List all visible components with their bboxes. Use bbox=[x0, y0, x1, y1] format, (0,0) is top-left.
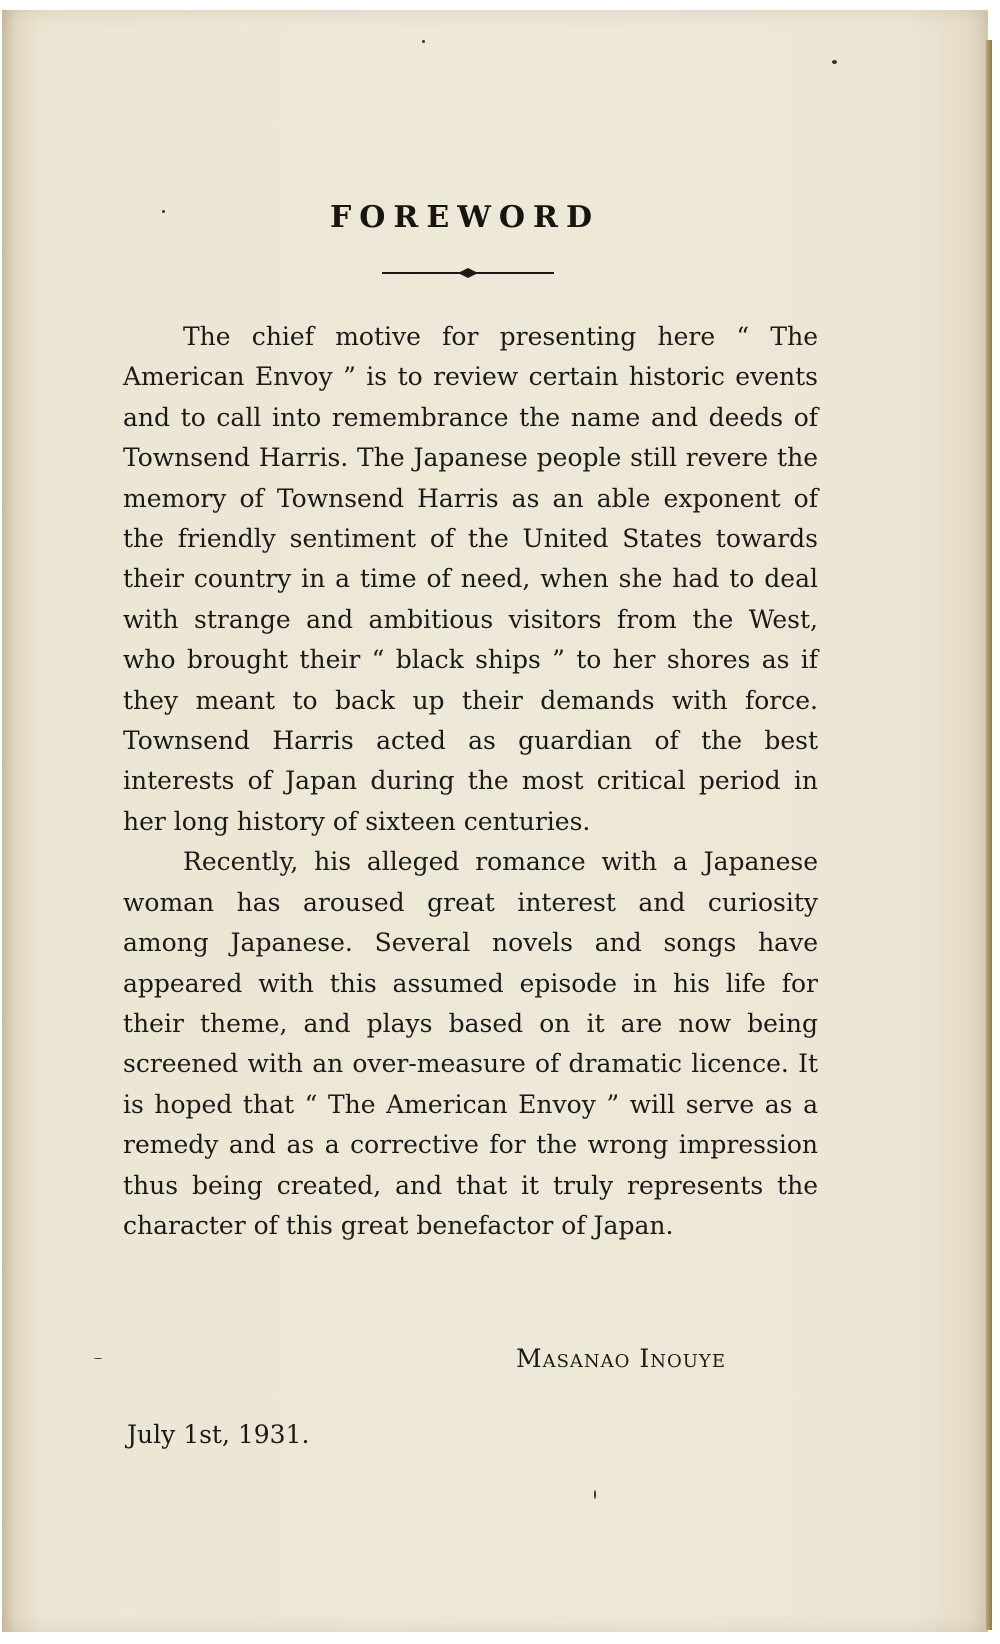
paper-speck bbox=[94, 1358, 102, 1359]
book-page bbox=[2, 10, 988, 1632]
page-title: FOREWORD bbox=[329, 200, 600, 235]
paper-speck bbox=[594, 1490, 596, 1499]
diamond-rule-ornament bbox=[382, 265, 554, 281]
paper-speck bbox=[422, 40, 425, 43]
paper-speck bbox=[832, 60, 837, 64]
paragraph-2: Recently, his alleged romance with a Japanese woman has aroused great interest and curiosity among Japanese. Several novels and songs have appeared with this assumed episode in his life for their theme, and plays based on it are now being screened with an over-measure of dramatic licence. It is hoped that “ The American Envoy ” will serve as a remedy and as a corrective for the wrong impression thus being created, and that it truly represents the character of this great benefactor of Japan. bbox=[123, 847, 818, 1240]
author-signature: Masanao Inouye bbox=[516, 1344, 726, 1373]
paper-speck bbox=[162, 210, 165, 213]
foreword-date: July 1st, 1931. bbox=[127, 1420, 310, 1449]
book-edge bbox=[986, 40, 992, 1630]
paragraph-1: The chief motive for presenting here “ The American Envoy ” is to review certain historic events and to call into remembrance the name and deeds of Townsend Harris. The Japanese people still revere the memory of Townsend Harris as an able exponent of the friendly sentiment of the United States towards their country in a time of need, when she had to deal with strange and ambitious visitors from the West, who brought their “ black ships ” to her shores as if they meant to back up their demands with force. Townsend Harris acted as guardian of the best interests of Japan during the most critical period in her long history of sixteen centuries. bbox=[123, 322, 818, 836]
foreword-body bbox=[123, 317, 818, 1246]
